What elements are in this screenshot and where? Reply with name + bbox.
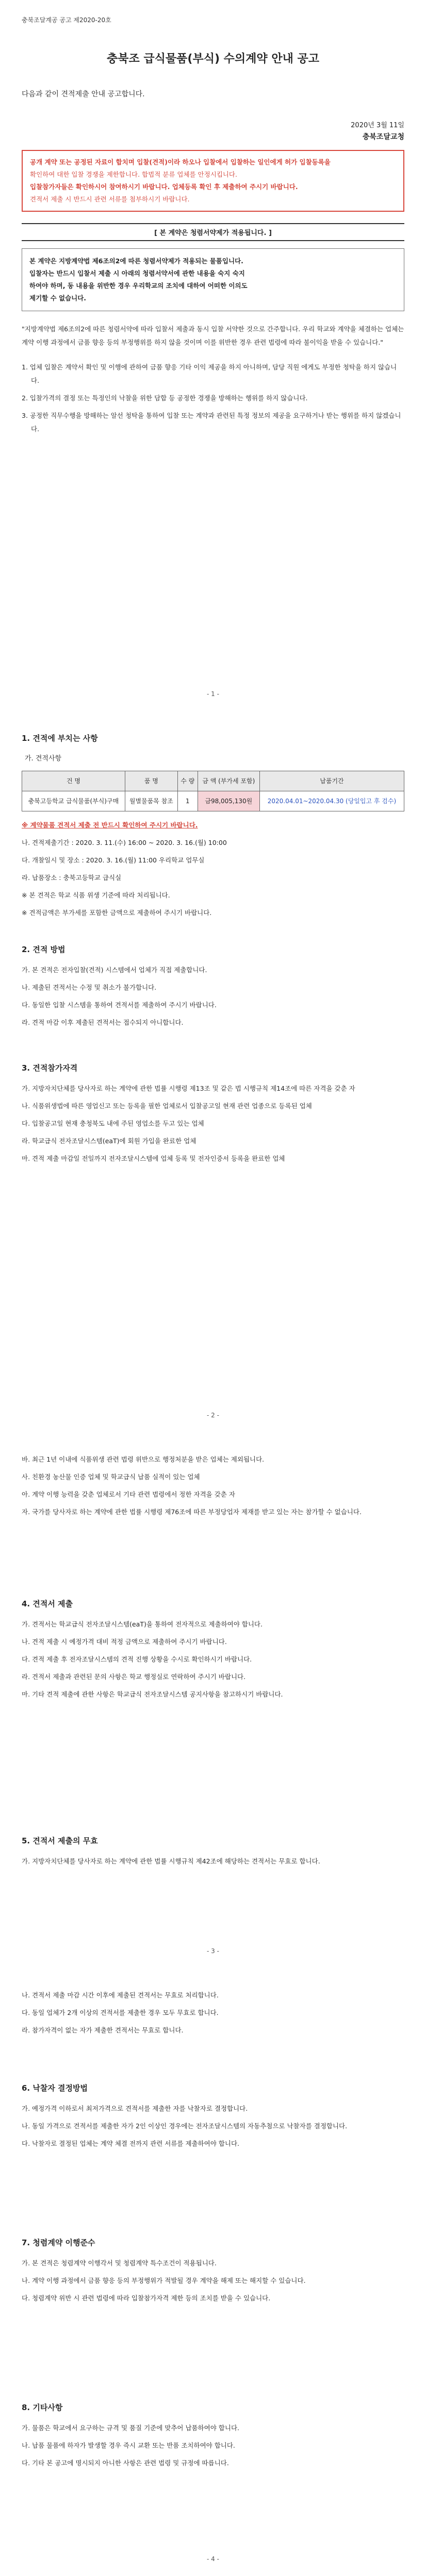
warning-box [22,150,404,212]
warning-line: 공개 계약 또는 공정된 자료이 합치며 입찰(견적)이라 하오나 입찰에서 입찰하는 일인에게 허가 입찰등록을 [30,158,331,166]
page-title: 충북조 급식물품(부식) 수의계약 안내 공고 [106,53,320,65]
notice-line: 하여야 하며, 동 내용을 위반한 경우 우리학교의 조치에 대하여 어떠한 이의도 [29,282,248,290]
table-header: 납품기간 [259,771,404,791]
list-item: 라. 납품장소 : 충북고등학교 급식실 [22,874,122,882]
list-item: 나. 견적 제출 시 예정가격 대비 적정 금액으로 제출하여 주시기 바랍니다. [22,1638,227,1646]
table-cell-amount: 금98,005,130원 [198,791,259,811]
table-cell: 1 [177,791,198,811]
page-number: - 2 - [207,1412,219,1419]
table-header: 건 명 [22,771,125,791]
table-row [22,791,404,811]
issuing-organization: 충북조달교청 [362,133,404,141]
list-item: 나. 식품위생법에 따른 영업신고 또는 등록을 필한 업체로서 입찰공고일 현재 관련 업종으로 등록된 업체 [22,1102,312,1110]
section-3-continued [22,1453,404,1523]
list-item: 다. 견적 제출 후 전자조달시스템의 견적 진행 상황을 수시로 확인하시기 바랍니다. [22,1655,252,1663]
list-item: 다. 동일 업체가 2개 이상의 견적서를 제출한 경우 모두 무효로 합니다. [22,2009,219,2016]
page-number: - 3 - [207,1947,219,1955]
list-item: 다. 개찰일시 및 장소 : 2020. 3. 16.(월) 11:00 우리학교 업무실 [22,856,205,864]
list-item: ※ 본 견적은 학교 식품 위생 기준에 따라 처리됩니다. [22,891,170,899]
list-item: 나. 납품 물품에 하자가 발생할 경우 즉시 교환 또는 반품 조치하여야 합니다. [22,2442,235,2449]
intro-text: 다음과 같이 견적제출 안내 공고합니다. [22,90,145,98]
list-item: 나. 동일 가격으로 견적서를 제출한 자가 2인 이상인 경우에는 전자조달시스템의 자동추첨으로 낙찰자를 결정합니다. [22,2122,348,2130]
list-item: 다. 동일한 입찰 시스템을 통하여 견적서를 제출하여 주시기 바랍니다. [22,1001,217,1009]
list-item: 라. 참가자격이 없는 자가 제출한 견적서는 무효로 합니다. [22,2026,184,2034]
table-header: 금 액 (부가세 포함) [198,771,259,791]
list-item: 다. 기타 본 공고에 명시되지 아니한 사항은 관련 법령 및 규정에 따릅니다. [22,2459,229,2467]
section-2 [22,943,404,1033]
section-heading: 1. 견적에 부치는 사항 [22,734,98,743]
table-cell-period: 2020.04.01~2020.04.30 (당일입고 후 검수) [259,791,404,811]
list-item: 가. 예정가격 이하로서 최저가격으로 견적서를 제출한 자를 낙찰자로 결정합니다. [22,2105,248,2112]
integrity-body [22,323,404,436]
section-heading: 5. 견적서 제출의 무효 [22,1836,98,1845]
list-item: 사. 친환경 농산물 인증 업체 및 학교급식 납품 실적이 있는 업체 [22,1473,200,1481]
page-number: - 4 - [207,2555,219,2563]
list-item: 가. 본 견적은 전자입찰(견적) 시스템에서 업체가 직접 제출합니다. [22,966,207,974]
notice-date: 2020년 3월 11일 [351,122,404,129]
integrity-item: 2. 입찰가격의 결정 또는 특정인의 낙찰을 위한 담합 등 공정한 경쟁을 방해하는 행위를 하지 않습니다. [22,394,308,402]
section-4 [22,1597,404,1705]
warning-line: 입찰참가자들은 확인하시어 참여하시기 바랍니다. 업체등록 확인 후 제출하여 주시기 바랍니다. [30,183,298,191]
list-item: 마. 견적 제출 마감일 전일까지 전자조달시스템에 업체 등록 및 전자인증서 등록을 완료한 업체 [22,1155,285,1162]
list-item: 라. 견적 마감 이후 제출된 견적서는 접수되지 아니합니다. [22,1019,184,1026]
list-item: 나. 견적제출기간 : 2020. 3. 11.(수) 16:00 ~ 2020. 3. 16.(월) 10:00 [22,839,227,846]
section-1 [22,732,404,924]
page-number: - 1 - [207,690,219,698]
section-7 [22,2236,404,2309]
integrity-item: 3. 공정한 직무수행을 방해하는 알선 청탁을 통하여 입찰 또는 계약과 관련된 특정 정보의 제공을 요구하거나 받는 행위를 하지 않겠습니다. [22,412,401,433]
notice-line: 본 계약은 지방계약법 제6조의2에 따른 청렴서약제가 적용되는 물품입니다. [29,257,243,265]
list-item: 자. 국가를 당사자로 하는 계약에 관한 법률 시행령 제76조에 따른 부정당업자 제재를 받고 있는 자는 참가할 수 없습니다. [22,1508,362,1516]
section-heading: 2. 견적 방법 [22,945,65,954]
list-item: 나. 제출된 견적서는 수정 및 취소가 불가합니다. [22,984,157,991]
list-item: 라. 학교급식 전자조달시스템(eaT)에 회원 가입을 완료한 업체 [22,1137,196,1145]
section-heading: 4. 견적서 제출 [22,1599,73,1608]
list-item: 나. 계약 이행 과정에서 금품 향응 등의 부정행위가 적발될 경우 계약을 해제 또는 해지할 수 있습니다. [22,2277,306,2284]
integrity-item: 1. 업체 입찰은 계약서 확인 및 이행에 관하여 금품 향응 기타 이익 제공을 하지 아니하며, 담당 직원 에게도 부정한 청탁을 하지 않습니다. [22,363,397,384]
integrity-paragraph: "지방계약법 제6조의2에 따른 청렴서약에 따라 입찰서 제출과 동시 입찰 서약한 것으로 간주합니다. 우리 학교와 계약을 체결하는 업체는 계약 이행 과정에서 금품 향응 등의 부정행위를 하지 않을 것이며 이를 위반한 경우 관련 법령에 따라 불이익을 받을 수 있습니다." [22,325,404,346]
list-item: 가. 물품은 학교에서 요구하는 규격 및 품질 기준에 맞추어 납품하여야 합니다. [22,2424,240,2432]
integrity-section-bar: [ 본 계약은 청렴서약제가 적용됩니다. ] [22,223,404,241]
list-item: 다. 청렴계약 위반 시 관련 법령에 따라 입찰참가자격 제한 등의 조치를 받을 수 있습니다. [22,2294,271,2302]
list-item: 가. 지방자치단체를 당사자로 하는 계약에 관한 법률 시행규칙 제42조에 해당하는 견적서는 무효로 합니다. [22,1857,320,1865]
section-heading: 8. 기타사항 [22,2403,63,2412]
table-header: 수 량 [177,771,198,791]
list-item: 나. 견적서 제출 마감 시간 이후에 제출된 견적서는 무효로 처리합니다. [22,1991,219,1999]
section-subheading: 가. 견적사항 [25,755,62,762]
section-heading: 6. 낙찰자 결정방법 [22,2083,88,2093]
requirements-table [22,771,404,811]
list-item: 마. 기타 견적 제출에 관한 사항은 학교급식 전자조달시스템 공지사항을 참고하시기 바랍니다. [22,1690,283,1698]
section-3 [22,1061,404,1170]
section-5-continued [22,1989,404,2041]
list-item: 가. 지방자치단체를 당사자로 하는 계약에 관한 법률 시행령 제13조 및 같은 법 시행규칙 제14조에 따른 자격을 갖춘 자 [22,1084,355,1092]
list-item: 바. 최근 1년 이내에 식품위생 관련 법령 위반으로 행정처분을 받은 업체는 제외됩니다. [22,1455,265,1463]
list-item: 다. 입찰공고일 현재 충청북도 내에 주된 영업소를 두고 있는 업체 [22,1120,204,1127]
list-item: 가. 본 견적은 청렴계약 이행각서 및 청렴계약 특수조건이 적용됩니다. [22,2259,217,2267]
section-heading: 7. 청렴계약 이행준수 [22,2238,95,2247]
document-number: 충북조달계공 공고 제2020-20호 [22,16,111,24]
table-header-row [22,771,404,791]
list-item: ※ 견적금액은 부가세를 포함한 금액으로 제출하여 주시기 바랍니다. [22,909,212,917]
warning-line: 견적서 제출 시 반드시 관련 서류를 첨부하시기 바랍니다. [30,195,190,203]
warning-line: 확인하여 대한 입찰 경쟁을 제한합니다. 합법적 분류 업체를 안정시킵니다. [30,171,237,178]
table-header: 품 명 [125,771,177,791]
notice-line: 입찰자는 반드시 입찰서 제출 시 아래의 청렴서약서에 관한 내용을 숙지 숙지 [29,269,245,277]
list-item: 아. 계약 이행 능력을 갖춘 업체로서 기타 관련 법령에서 정한 자격을 갖춘 자 [22,1490,235,1498]
list-item: 라. 견적서 제출과 관련된 문의 사항은 학교 행정실로 연락하여 주시기 바랍니다. [22,1673,246,1681]
notice-line: 제기할 수 없습니다. [29,294,87,302]
table-note: ※ 계약물품 견적서 제출 전 반드시 확인하여 주시기 바랍니다. [22,821,198,829]
section-5 [22,1834,404,1872]
section-heading: 3. 견적참가자격 [22,1063,78,1073]
section-6 [22,2081,404,2155]
table-cell: 충북고등학교 급식물품(부식)구매 [22,791,125,811]
integrity-notice-box [22,248,404,311]
table-cell: 월별물품목 참조 [125,791,177,811]
list-item: 가. 견적서는 학교급식 전자조달시스템(eaT)을 통하여 전자적으로 제출하여야 합니다. [22,1620,263,1628]
list-item: 다. 낙찰자로 결정된 업체는 계약 체결 전까지 관련 서류를 제출하여야 합니다. [22,2140,240,2147]
section-8 [22,2401,404,2474]
